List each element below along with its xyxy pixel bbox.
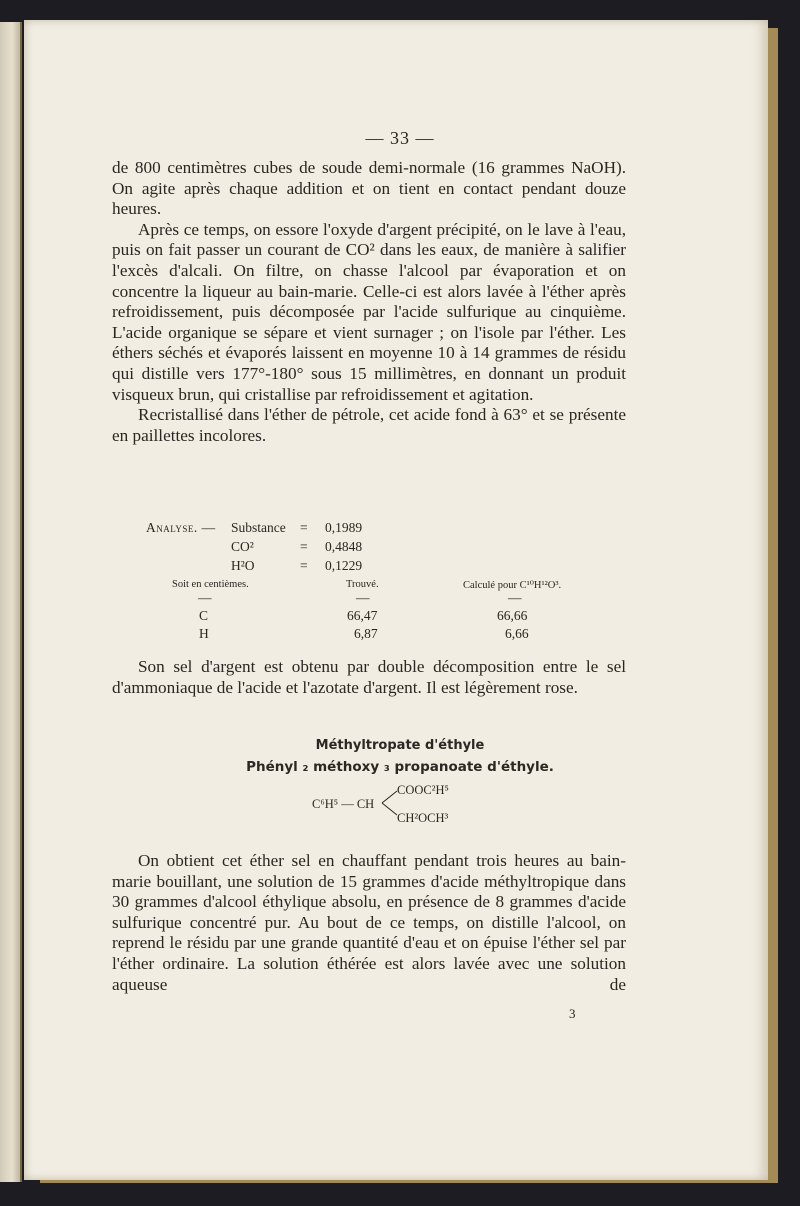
formula-bond-lines bbox=[380, 788, 400, 818]
compound-title: Méthyltropate d'éthyle bbox=[315, 738, 485, 753]
result-element: C bbox=[199, 608, 209, 623]
body-text-bottom bbox=[112, 851, 626, 995]
col-dash: — bbox=[508, 590, 522, 605]
paragraph-1: de 800 centimètres cubes de soude demi-normale (16 grammes NaOH). On agite après chaque addition et on tient en contact pendant douze heures. bbox=[112, 158, 626, 219]
analysis-row-value: 0,1989 bbox=[325, 520, 363, 535]
body-text-top bbox=[112, 158, 626, 446]
result-element: H bbox=[199, 626, 209, 641]
formula-main-chain: C⁶H⁵ — CH bbox=[312, 797, 375, 811]
col-soit-header: Soit en centièmes. bbox=[172, 579, 249, 590]
result-calcule: 66,66 bbox=[497, 608, 528, 623]
analysis-row-value: 0,1229 bbox=[325, 558, 363, 573]
col-dash: — bbox=[198, 590, 212, 605]
analysis-row-value: 0,4848 bbox=[325, 539, 363, 554]
result-calcule: 6,66 bbox=[505, 626, 529, 641]
signature-mark: 3 bbox=[569, 1006, 576, 1021]
result-trouve: 6,87 bbox=[354, 626, 378, 641]
formula-bottom-group: CH²OCH³ bbox=[397, 811, 449, 825]
paragraph-2: Après ce temps, on essore l'oxyde d'argent précipité, on le lave à l'eau, puis on fait passer un courant de CO² dans les eaux, de manière à salifier l'excès d'alcali. On filtre, on chasse l'alcool par évaporation et on concentre la liqueur au bain-marie. Celle-ci est alors lavée à l'éther après refroidissement, puis décomposée par l'acide sulfurique au cinquième. L'acide organique se sépare et vient surnager ; on l'isole par l'éther. Les éthers séchés et évaporés laissent en moyenne 10 à 14 grammes de résidu qui distille vers 177°-180° sous 15 millimètres, en donnant un produit visqueux brun, qui cristallise par refroidissement et agitation. bbox=[112, 219, 626, 404]
compound-subtitle: Phényl ₂ méthoxy ₃ propanoate d'éthyle. bbox=[246, 759, 554, 775]
paragraph-3: Recristallisé dans l'éther de pétrole, cet acide fond à 63° et se présente en paillettes incolores. bbox=[112, 405, 626, 445]
formula-top-group: COOC²H⁵ bbox=[397, 783, 449, 797]
analysis-row-name: Substance bbox=[231, 520, 286, 535]
body-text-middle bbox=[112, 657, 626, 698]
analysis-row-name: H²O bbox=[231, 558, 255, 573]
paragraph-4: Son sel d'argent est obtenu par double décomposition entre le sel d'ammoniaque de l'acide et l'azotate d'argent. Il est légèrement rose. bbox=[112, 657, 626, 697]
facing-page-edge bbox=[0, 22, 22, 1182]
analysis-row-name: CO² bbox=[231, 539, 254, 554]
result-trouve: 66,47 bbox=[347, 608, 378, 623]
analysis-row-eq: = bbox=[300, 558, 308, 573]
analysis-row-eq: = bbox=[300, 520, 308, 535]
analysis-row-eq: = bbox=[300, 539, 308, 554]
page-number: — 33 — bbox=[365, 128, 435, 148]
paragraph-5: On obtient cet éther sel en chauffant pendant trois heures au bain-marie bouillant, une solution de 15 grammes d'acide méthyltropique dans 30 grammes d'alcool éthylique absolu, en présence de 8 grammes d'acide sulfurique concentré pur. Au bout de ce temps, on distille l'alcool, on reprend le résidu par une grande quantité d'eau et on épuise l'éther sel par l'éther ordinaire. La solution éthérée est alors lavée avec une solution aqueuse de bbox=[112, 851, 626, 994]
col-trouve-header: Trouvé. bbox=[346, 579, 379, 590]
col-dash: — bbox=[356, 590, 370, 605]
col-calcule-header: Calculé pour C¹⁰H¹²O³. bbox=[463, 580, 562, 591]
analysis-label: Analyse. — bbox=[146, 520, 216, 535]
